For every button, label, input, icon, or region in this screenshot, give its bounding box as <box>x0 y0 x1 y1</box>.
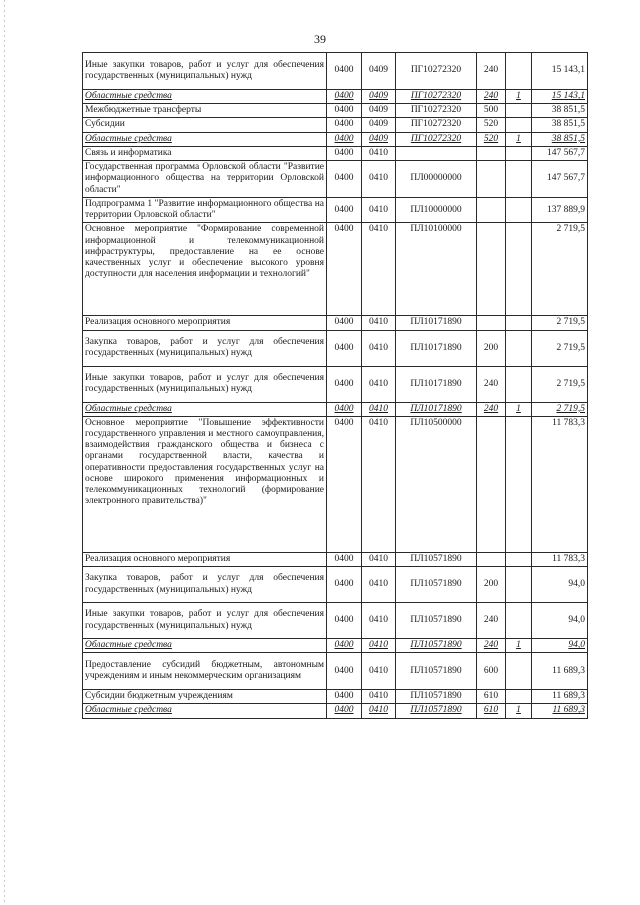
row-amount-cell: 137 889,9 <box>532 198 588 223</box>
row-source-cell <box>506 223 532 316</box>
row-subsection-cell: 0410 <box>362 552 396 566</box>
row-name-cell: Иные закупки товаров, работ и услуг для обеспечения государственных (муниципальных) нужд <box>83 366 327 402</box>
row-target-item-cell: ПЛ10571890 <box>396 690 477 704</box>
row-expense-type-cell: 520 <box>477 132 506 146</box>
row-subsection-cell: 0410 <box>362 639 396 653</box>
row-expense-type-cell: 610 <box>477 690 506 704</box>
row-amount-cell: 94,0 <box>532 639 588 653</box>
row-subsection-cell: 0409 <box>362 118 396 132</box>
row-section-cell: 0400 <box>327 118 362 132</box>
row-amount-cell: 2 719,5 <box>532 402 588 416</box>
row-expense-type-cell: 520 <box>477 118 506 132</box>
table-row <box>83 104 588 118</box>
row-subsection-cell: 0410 <box>362 416 396 552</box>
row-expense-type-cell <box>477 416 506 552</box>
row-section-cell: 0400 <box>327 161 362 198</box>
row-source-cell: 1 <box>506 90 532 104</box>
table-row <box>83 603 588 639</box>
row-subsection-cell: 0410 <box>362 146 396 160</box>
row-expense-type-cell <box>477 223 506 316</box>
row-name-cell: Основное мероприятие "Формирование современной информационной и телекоммуникационной инфраструктуры, предоставление на ее основе качественных услуг и обеспечение высокого уровня доступности для населения информации и технологий" <box>83 223 327 316</box>
row-name-cell: Предоставление субсидий бюджетным, автономным учреждениям и иным некоммерческим организациям <box>83 653 327 690</box>
row-section-cell: 0400 <box>327 366 362 402</box>
row-amount-cell: 94,0 <box>532 603 588 639</box>
row-section-cell: 0400 <box>327 90 362 104</box>
row-amount-cell: 147 567,7 <box>532 146 588 160</box>
row-subsection-cell: 0409 <box>362 90 396 104</box>
row-name-cell: Субсидии бюджетным учреждениям <box>83 690 327 704</box>
row-target-item-cell: ПЛ10171890 <box>396 330 477 366</box>
row-source-cell <box>506 53 532 90</box>
row-source-cell <box>506 161 532 198</box>
table-row <box>83 416 588 552</box>
row-amount-cell: 2 719,5 <box>532 366 588 402</box>
row-section-cell: 0400 <box>327 567 362 603</box>
row-name-cell: Связь и информатика <box>83 146 327 160</box>
table-row <box>83 198 588 223</box>
row-expense-type-cell: 500 <box>477 104 506 118</box>
table-row <box>83 653 588 690</box>
row-name-cell: Областные средства <box>83 402 327 416</box>
row-target-item-cell: ПГ10272320 <box>396 132 477 146</box>
row-section-cell: 0400 <box>327 416 362 552</box>
row-section-cell: 0400 <box>327 639 362 653</box>
row-expense-type-cell: 240 <box>477 53 506 90</box>
table-row <box>83 402 588 416</box>
row-section-cell: 0400 <box>327 704 362 718</box>
row-subsection-cell: 0409 <box>362 132 396 146</box>
table-row <box>83 704 588 718</box>
table-row <box>83 690 588 704</box>
row-amount-cell: 38 851,5 <box>532 118 588 132</box>
row-name-cell: Подпрограмма 1 "Развитие информационного общества на территории Орловской области" <box>83 198 327 223</box>
row-subsection-cell: 0410 <box>362 223 396 316</box>
row-amount-cell: 38 851,5 <box>532 104 588 118</box>
row-name-cell: Областные средства <box>83 132 327 146</box>
row-expense-type-cell: 200 <box>477 567 506 603</box>
row-section-cell: 0400 <box>327 198 362 223</box>
row-section-cell: 0400 <box>327 146 362 160</box>
row-source-cell <box>506 690 532 704</box>
row-source-cell <box>506 146 532 160</box>
row-amount-cell: 11 783,3 <box>532 416 588 552</box>
row-expense-type-cell: 240 <box>477 90 506 104</box>
row-source-cell: 1 <box>506 639 532 653</box>
row-amount-cell: 15 143,1 <box>532 53 588 90</box>
budget-table-body <box>83 53 588 719</box>
row-amount-cell: 15 143,1 <box>532 90 588 104</box>
row-target-item-cell: ПГ10272320 <box>396 90 477 104</box>
table-row <box>83 223 588 316</box>
row-name-cell: Областные средства <box>83 639 327 653</box>
row-expense-type-cell <box>477 161 506 198</box>
row-section-cell: 0400 <box>327 690 362 704</box>
row-section-cell: 0400 <box>327 223 362 316</box>
table-row <box>83 161 588 198</box>
row-subsection-cell: 0410 <box>362 198 396 223</box>
table-row <box>83 118 588 132</box>
table-row <box>83 146 588 160</box>
row-source-cell <box>506 316 532 330</box>
row-expense-type-cell <box>477 552 506 566</box>
row-amount-cell: 11 689,3 <box>532 653 588 690</box>
row-target-item-cell: ПЛ10571890 <box>396 603 477 639</box>
row-source-cell <box>506 198 532 223</box>
row-section-cell: 0400 <box>327 53 362 90</box>
row-name-cell: Областные средства <box>83 90 327 104</box>
row-amount-cell: 11 783,3 <box>532 552 588 566</box>
row-source-cell <box>506 567 532 603</box>
table-row <box>83 316 588 330</box>
scan-edge-mark <box>4 0 5 905</box>
row-expense-type-cell: 240 <box>477 366 506 402</box>
row-subsection-cell: 0410 <box>362 603 396 639</box>
row-amount-cell: 2 719,5 <box>532 316 588 330</box>
table-row <box>83 330 588 366</box>
row-expense-type-cell <box>477 316 506 330</box>
row-source-cell: 1 <box>506 132 532 146</box>
row-target-item-cell: ПЛ10571890 <box>396 639 477 653</box>
row-expense-type-cell <box>477 146 506 160</box>
row-target-item-cell: ПЛ10571890 <box>396 552 477 566</box>
row-source-cell <box>506 104 532 118</box>
row-subsection-cell: 0410 <box>362 690 396 704</box>
row-target-item-cell: ПГ10272320 <box>396 118 477 132</box>
row-target-item-cell <box>396 146 477 160</box>
row-amount-cell: 38 851,5 <box>532 132 588 146</box>
row-source-cell <box>506 118 532 132</box>
row-expense-type-cell: 240 <box>477 402 506 416</box>
row-amount-cell: 11 689,3 <box>532 704 588 718</box>
row-section-cell: 0400 <box>327 330 362 366</box>
row-subsection-cell: 0410 <box>362 704 396 718</box>
row-target-item-cell: ПЛ10571890 <box>396 704 477 718</box>
row-name-cell: Межбюджетные трансферты <box>83 104 327 118</box>
row-name-cell: Государственная программа Орловской области "Развитие информационного общества на территории Орловской области" <box>83 161 327 198</box>
row-name-cell: Закупка товаров, работ и услуг для обеспечения государственных (муниципальных) нужд <box>83 330 327 366</box>
row-source-cell <box>506 330 532 366</box>
row-section-cell: 0400 <box>327 132 362 146</box>
table-row <box>83 366 588 402</box>
row-subsection-cell: 0410 <box>362 161 396 198</box>
row-name-cell: Основное мероприятие "Повышение эффективности государственного управления и местного самоуправления, взаимодействия гражданского общества и бизнеса с органами государственной власти, качества и оперативности предоставления государственных услуг на основе широкого применения информационных и телекоммуникационных технологий (формирование электронного правительства)" <box>83 416 327 552</box>
row-amount-cell: 147 567,7 <box>532 161 588 198</box>
row-section-cell: 0400 <box>327 603 362 639</box>
row-name-cell: Субсидии <box>83 118 327 132</box>
row-subsection-cell: 0410 <box>362 653 396 690</box>
row-subsection-cell: 0410 <box>362 316 396 330</box>
row-subsection-cell: 0410 <box>362 330 396 366</box>
row-subsection-cell: 0409 <box>362 104 396 118</box>
row-subsection-cell: 0410 <box>362 567 396 603</box>
row-target-item-cell: ПЛ10100000 <box>396 223 477 316</box>
row-target-item-cell: ПЛ00000000 <box>396 161 477 198</box>
row-subsection-cell: 0410 <box>362 402 396 416</box>
row-name-cell: Иные закупки товаров, работ и услуг для обеспечения государственных (муниципальных) нужд <box>83 603 327 639</box>
row-subsection-cell: 0410 <box>362 366 396 402</box>
row-section-cell: 0400 <box>327 402 362 416</box>
row-expense-type-cell: 200 <box>477 330 506 366</box>
row-target-item-cell: ПЛ10571890 <box>396 567 477 603</box>
row-section-cell: 0400 <box>327 653 362 690</box>
row-source-cell <box>506 416 532 552</box>
row-target-item-cell: ПЛ10571890 <box>396 653 477 690</box>
row-expense-type-cell: 610 <box>477 704 506 718</box>
row-target-item-cell: ПЛ10500000 <box>396 416 477 552</box>
budget-table <box>82 52 588 719</box>
row-name-cell: Областные средства <box>83 704 327 718</box>
row-name-cell: Иные закупки товаров, работ и услуг для обеспечения государственных (муниципальных) нужд <box>83 53 327 90</box>
row-source-cell <box>506 552 532 566</box>
table-row <box>83 567 588 603</box>
row-source-cell <box>506 603 532 639</box>
row-target-item-cell: ПЛ10171890 <box>396 366 477 402</box>
row-subsection-cell: 0409 <box>362 53 396 90</box>
row-name-cell: Реализация основного мероприятия <box>83 316 327 330</box>
row-expense-type-cell: 600 <box>477 653 506 690</box>
table-row <box>83 639 588 653</box>
row-target-item-cell: ПЛ10171890 <box>396 316 477 330</box>
row-section-cell: 0400 <box>327 316 362 330</box>
row-amount-cell: 11 689,3 <box>532 690 588 704</box>
row-expense-type-cell <box>477 198 506 223</box>
row-section-cell: 0400 <box>327 552 362 566</box>
row-name-cell: Реализация основного мероприятия <box>83 552 327 566</box>
table-row <box>83 132 588 146</box>
row-amount-cell: 2 719,5 <box>532 223 588 316</box>
row-expense-type-cell: 240 <box>477 603 506 639</box>
row-target-item-cell: ПГ10272320 <box>396 53 477 90</box>
row-amount-cell: 2 719,5 <box>532 330 588 366</box>
row-amount-cell: 94,0 <box>532 567 588 603</box>
table-row <box>83 552 588 566</box>
row-source-cell <box>506 366 532 402</box>
row-target-item-cell: ПЛ10171890 <box>396 402 477 416</box>
table-row <box>83 53 588 90</box>
row-target-item-cell: ПЛ10000000 <box>396 198 477 223</box>
table-row <box>83 90 588 104</box>
row-target-item-cell: ПГ10272320 <box>396 104 477 118</box>
page-number: 39 <box>314 32 326 46</box>
row-source-cell <box>506 653 532 690</box>
row-name-cell: Закупка товаров, работ и услуг для обеспечения государственных (муниципальных) нужд <box>83 567 327 603</box>
row-expense-type-cell: 240 <box>477 639 506 653</box>
row-source-cell: 1 <box>506 402 532 416</box>
row-section-cell: 0400 <box>327 104 362 118</box>
row-source-cell: 1 <box>506 704 532 718</box>
